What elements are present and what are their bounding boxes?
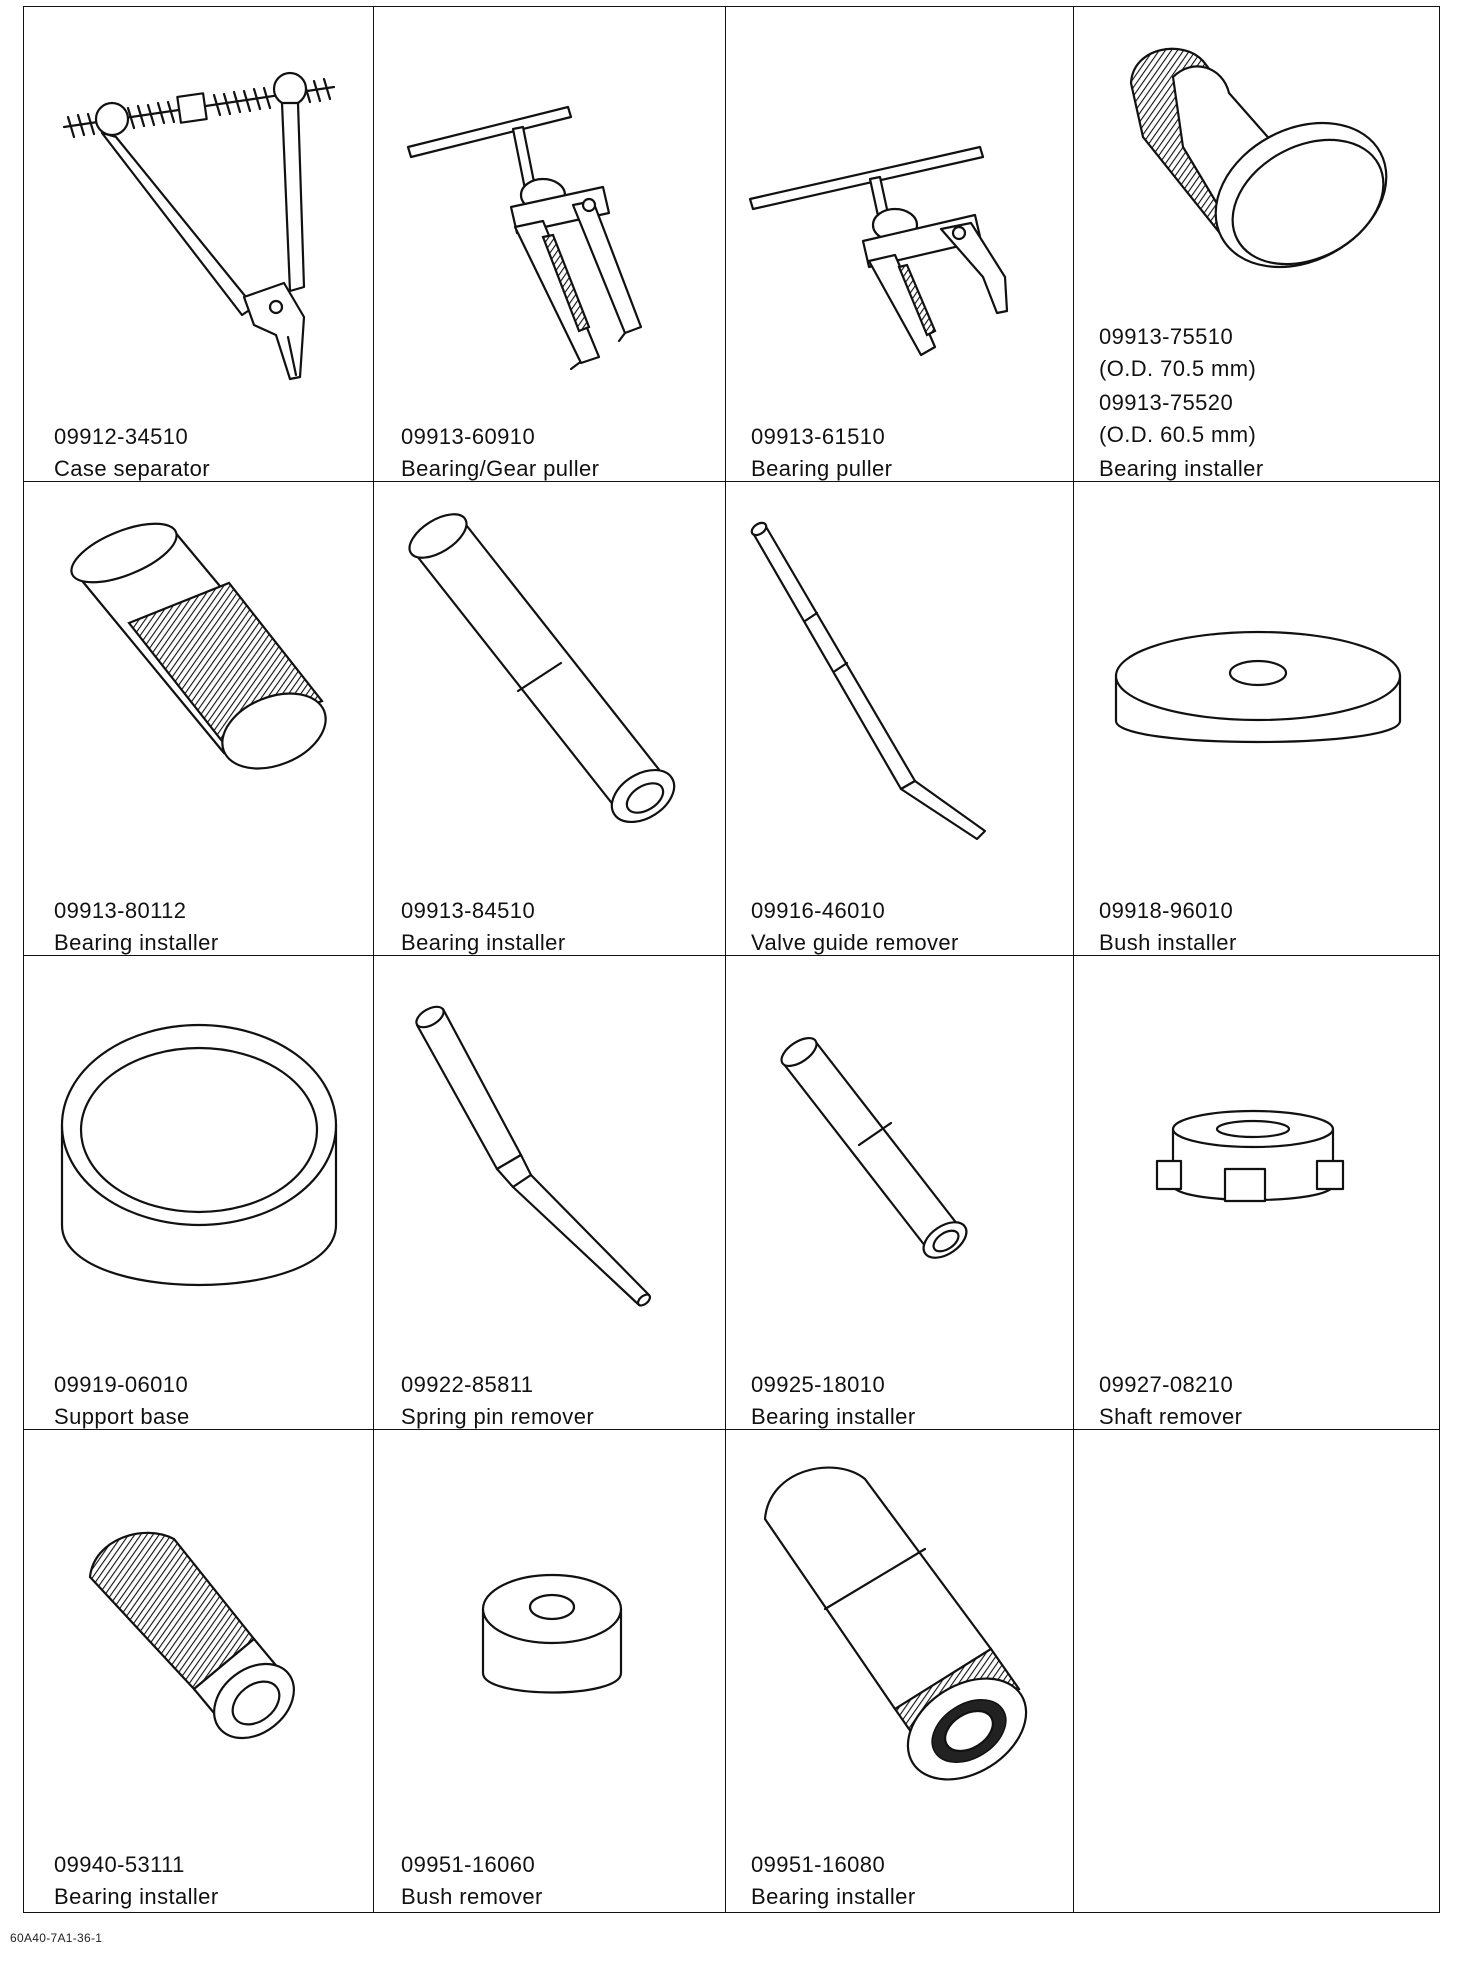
case-separator-icon <box>54 57 344 387</box>
outer-diameter-note: (O.D. 60.5 mm) <box>1099 422 1257 447</box>
tool-cell-bearing-installer-stepped <box>725 955 1073 1429</box>
tool-name: Support base <box>54 1404 190 1429</box>
tool-cell-bearing-gear-puller <box>373 7 725 481</box>
tool-name: Bearing installer <box>54 930 219 955</box>
part-number: 09913-61510 <box>751 424 886 449</box>
bush-remover-icon <box>477 1569 627 1709</box>
bearing-puller-icon <box>745 127 1055 367</box>
part-number: 09951-16080 <box>751 1852 886 1877</box>
part-number: 09913-75510 <box>1099 324 1234 349</box>
tool-cell-bush-remover <box>373 1429 725 1912</box>
bearing-installer-flange-icon <box>1113 37 1403 277</box>
tool-cell-bearing-installer-short <box>24 1429 373 1912</box>
tool-name: Valve guide remover <box>751 930 959 955</box>
bush-installer-disc-icon <box>1113 621 1403 771</box>
part-number: 09927-08210 <box>1099 1372 1234 1397</box>
bearing-installer-short-icon <box>84 1519 324 1749</box>
tool-cell-bearing-installer-tube <box>373 481 725 955</box>
part-number: 09913-75520 <box>1099 390 1234 415</box>
tool-name: Bearing installer <box>751 1884 916 1909</box>
tool-cell-bearing-puller <box>725 7 1073 481</box>
tool-name: Bush installer <box>1099 930 1237 955</box>
tool-name: Spring pin remover <box>401 1404 595 1429</box>
support-base-ring-icon <box>54 1015 344 1305</box>
part-number: 09919-06010 <box>54 1372 189 1397</box>
empty-cell <box>1073 1429 1441 1912</box>
bearing-gear-puller-icon <box>403 87 693 377</box>
tool-cell-bearing-installer-knurled <box>24 481 373 955</box>
shaft-remover-nut-icon <box>1153 1105 1353 1225</box>
tool-cell-bush-installer <box>1073 481 1441 955</box>
part-number: 09918-96010 <box>1099 898 1234 923</box>
tool-cell-bearing-installer-flange <box>1073 7 1441 481</box>
tool-name: Bearing installer <box>1099 456 1264 481</box>
tool-name: Bearing installer <box>401 930 566 955</box>
tool-cell-bearing-installer-large <box>725 1429 1073 1912</box>
bearing-installer-knurled-icon <box>54 531 344 831</box>
tool-name: Bearing installer <box>751 1404 916 1429</box>
part-number: 09913-60910 <box>401 424 536 449</box>
valve-guide-remover-icon <box>745 511 1055 851</box>
outer-diameter-note: (O.D. 70.5 mm) <box>1099 356 1257 381</box>
tool-name: Bearing installer <box>54 1884 219 1909</box>
part-number: 09922-85811 <box>401 1372 534 1397</box>
tool-name: Bush remover <box>401 1884 543 1909</box>
bearing-installer-stepped-icon <box>775 1035 1025 1275</box>
bearing-installer-large-icon <box>755 1459 1045 1799</box>
special-tools-sheet <box>23 6 1440 1913</box>
part-number: 09912-34510 <box>54 424 189 449</box>
tool-cell-support-base <box>24 955 373 1429</box>
part-number: 09913-80112 <box>54 898 187 923</box>
tool-cell-valve-guide-remover <box>725 481 1073 955</box>
tool-name: Case separator <box>54 456 211 481</box>
part-number: 09925-18010 <box>751 1372 886 1397</box>
tool-cell-shaft-remover <box>1073 955 1441 1429</box>
part-number: 09916-46010 <box>751 898 886 923</box>
figure-code: 60A40-7A1-36-1 <box>10 1931 103 1945</box>
part-number: 09951-16060 <box>401 1852 536 1877</box>
tool-name: Shaft remover <box>1099 1404 1243 1429</box>
bearing-installer-tube-icon <box>403 511 693 831</box>
tool-cell-spring-pin-remover <box>373 955 725 1429</box>
spring-pin-remover-icon <box>413 995 683 1325</box>
tool-cell-case-separator <box>24 7 373 481</box>
part-number: 09913-84510 <box>401 898 536 923</box>
part-number: 09940-53111 <box>54 1852 185 1877</box>
tool-name: Bearing puller <box>751 456 893 481</box>
tool-name: Bearing/Gear puller <box>401 456 600 481</box>
